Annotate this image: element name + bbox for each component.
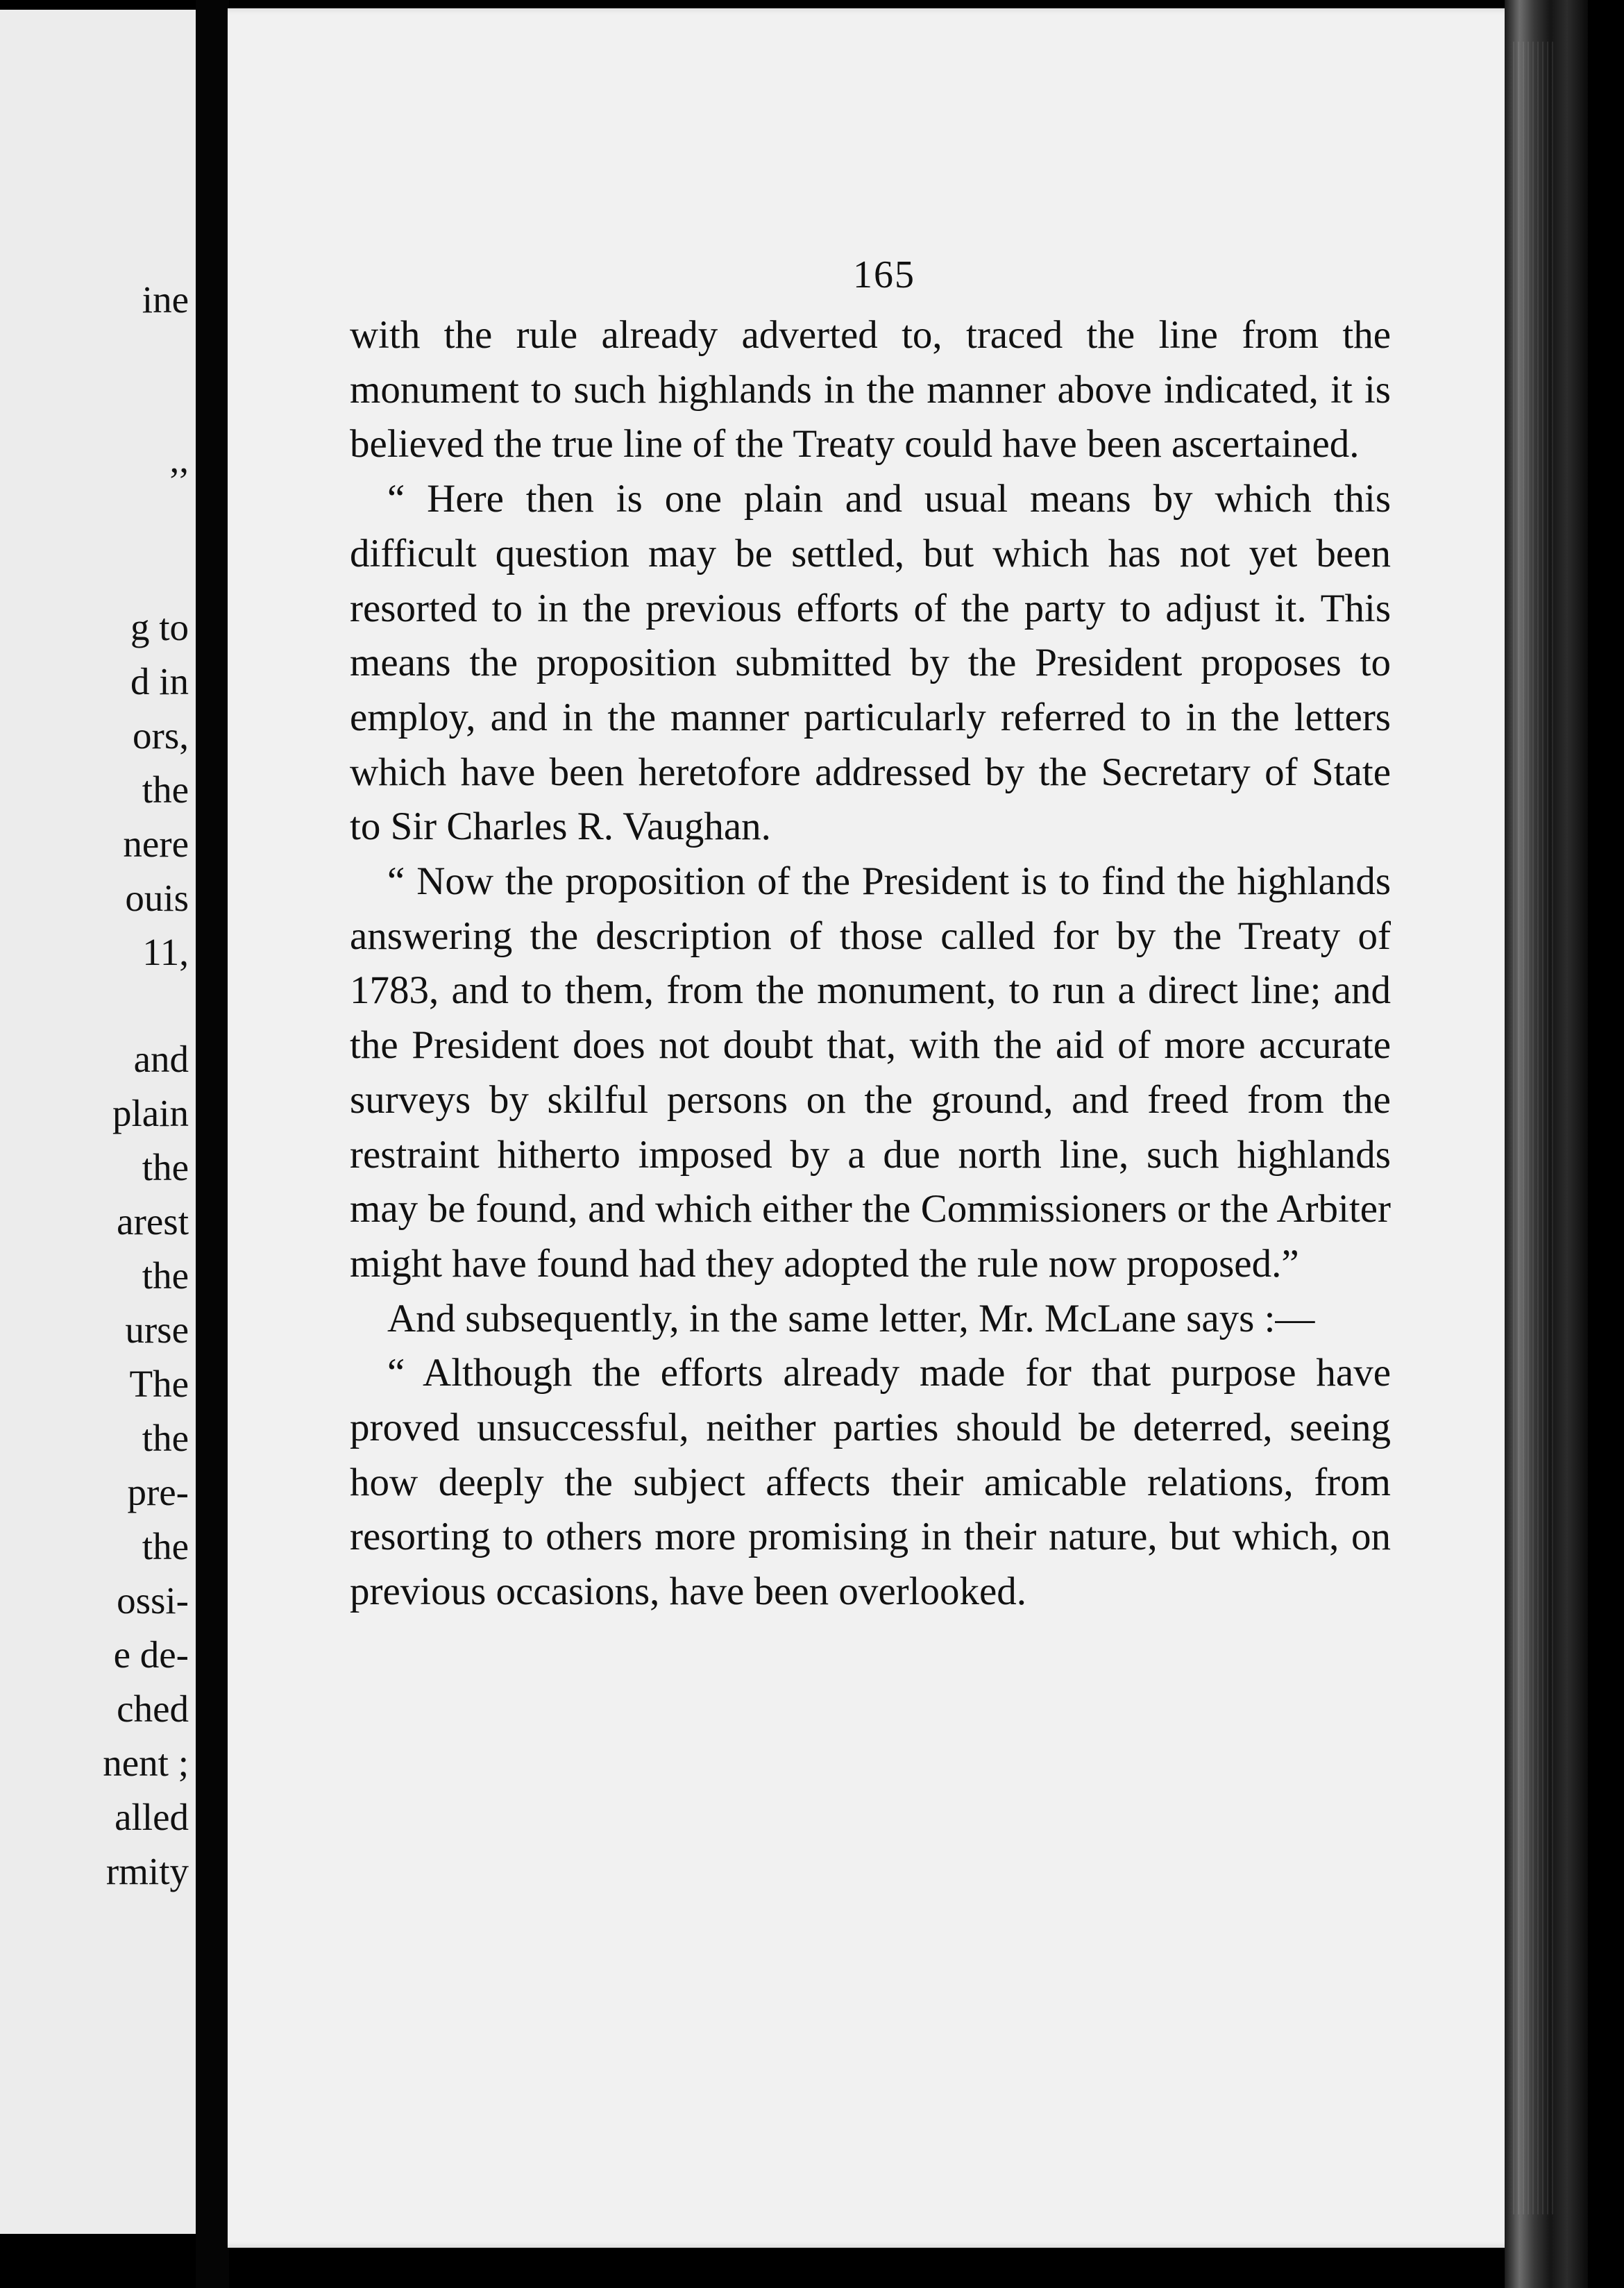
left-fragment: the	[142, 1146, 189, 1188]
left-fragment: The	[129, 1363, 189, 1405]
left-fragment: ,,	[169, 438, 189, 480]
left-page	[0, 10, 196, 2234]
left-page-text	[0, 10, 196, 2234]
left-fragment: and	[133, 1038, 189, 1080]
left-fragment: g to	[130, 606, 189, 648]
right-page	[228, 8, 1513, 2248]
left-fragment: rmity	[105, 1850, 189, 1892]
paragraph: “ Although the efforts already made for that purpose have proved unsuccessful, neither parties should be deterred, seeing how deeply the subject affects their amicable relations, from resorting to others more promising in their nature, but which, on previous occasions, have been overlooked.	[350, 1351, 1391, 1614]
left-fragment: the	[142, 1254, 189, 1297]
book-gutter	[196, 0, 229, 2288]
paragraph: “ Here then is one plain and usual means by which this difficult question may be settled, but which has not yet been resorted to in the previous efforts of the party to adjust it. This means the proposition submitted by the President proposes to employ, and in the manner particularly referred to in the letters which have been heretofore addressed by the Secretary of State to Sir Charles R. Vaughan.	[350, 477, 1391, 849]
left-fragment: ors,	[133, 714, 189, 757]
left-fragment: ossi-	[117, 1579, 189, 1622]
left-fragment: arest	[117, 1200, 189, 1243]
left-fragment: ched	[117, 1688, 189, 1730]
left-fragment: e de-	[113, 1633, 189, 1676]
page-edge-texture	[1513, 42, 1555, 2214]
page-number: 165	[853, 253, 915, 296]
left-fragment: nere	[123, 823, 189, 865]
paragraph: “ Now the proposition of the President is to find the highlands answering the description of those called for by the Treaty of 1783, and to them, from the monument, to run a direct line; and the President does not doubt that, with the aid of more accurate surveys by skilful persons on the ground, and freed from the restraint hitherto imposed by a due north line, such highlands may be found, and which either the Commissioners or the Arbiter might have found had they adopted the rule now proposed.”	[350, 859, 1391, 1286]
paragraph: with the rule already adverted to, traced the line from the monument to such highlands in the manner above indicated, it is believed the true line of the Treaty could have been ascertained.	[350, 313, 1391, 466]
left-fragment: plain	[112, 1092, 189, 1134]
paragraph: And subsequently, in the same letter, Mr. McLane says :—	[387, 1296, 1315, 1340]
left-fragment: 11,	[142, 931, 189, 973]
left-fragment: nent ;	[103, 1742, 189, 1784]
left-fragment: ouis	[125, 877, 189, 919]
left-fragment: pre-	[127, 1471, 189, 1513]
left-fragment: d in	[130, 660, 189, 703]
left-fragment: alled	[115, 1796, 189, 1838]
page-body	[350, 308, 1391, 1620]
left-fragment: the	[142, 1417, 189, 1459]
left-fragment: urse	[125, 1309, 189, 1351]
left-fragment: the	[142, 768, 189, 811]
left-fragment: ine	[142, 278, 189, 321]
left-fragment: the	[142, 1525, 189, 1567]
